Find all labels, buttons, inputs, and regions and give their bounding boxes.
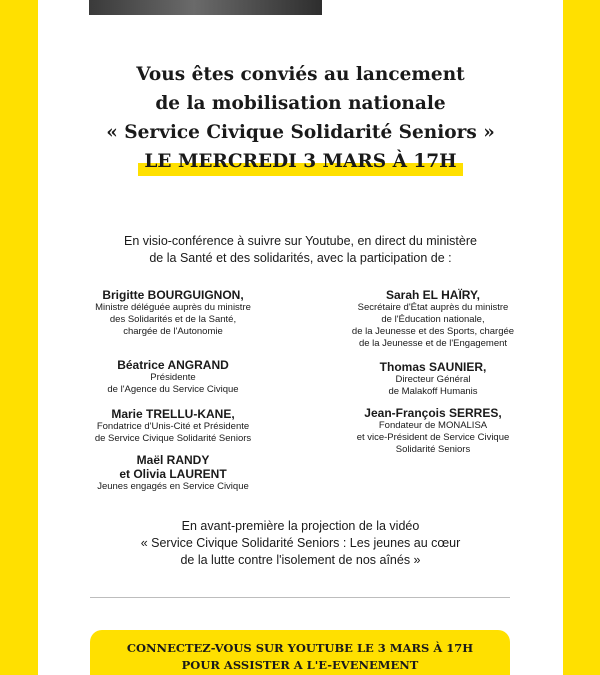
speaker-role: de l'Agence du Service Civique — [107, 384, 239, 395]
speaker-name: Maël RANDY — [136, 453, 210, 467]
speaker-role: de la Jeunesse et des Sports, chargée — [351, 326, 515, 337]
invitation-title — [38, 60, 563, 176]
header-photo — [89, 0, 322, 15]
speaker-name: Sarah EL HAÏRY, — [385, 288, 481, 302]
speaker-name: Thomas SAUNIER, — [379, 360, 487, 374]
intro-line: de la Santé et des solidarités, avec la participation de : — [149, 251, 452, 265]
speaker-role: de l'Éducation nationale, — [381, 314, 485, 325]
invitation-card — [38, 0, 563, 675]
speaker-role: Ministre déléguée auprès du ministre — [95, 302, 251, 313]
title-line: Vous êtes conviés au lancement — [136, 64, 465, 85]
speaker-randy-laurent — [58, 453, 288, 493]
video-preview-text — [38, 518, 563, 569]
speaker-name: Jean-François SERRES, — [364, 406, 502, 420]
speaker-trellu-kane — [58, 407, 288, 445]
divider — [90, 597, 510, 598]
preview-line: En avant-première la projection de la vidéo — [181, 519, 420, 533]
speaker-role: Présidente — [150, 372, 196, 383]
speaker-role: chargée de l'Autonomie — [123, 326, 223, 337]
speaker-role: de Service Civique Solidarité Seniors — [94, 433, 252, 444]
speaker-role: Fondateur de MONALISA — [378, 420, 488, 431]
speaker-role: de Malakoff Humanis — [388, 386, 478, 397]
speaker-name: Marie TRELLU-KANE, — [111, 407, 235, 421]
speaker-bourguignon — [58, 288, 288, 338]
speaker-role: Directeur Général — [395, 374, 471, 385]
speaker-role: Jeunes engagés en Service Civique — [97, 481, 249, 492]
intro-text — [38, 233, 563, 267]
speaker-role: des Solidarités et de la Santé, — [109, 314, 237, 325]
speaker-role: Fondatrice d'Unis-Cité et Présidente — [96, 421, 250, 432]
preview-line: « Service Civique Solidarité Seniors : Les jeunes au cœur — [140, 536, 461, 550]
speaker-role: Solidarité Seniors — [395, 444, 471, 455]
cta-line: CONNECTEZ-VOUS SUR YOUTUBE LE 3 MARS À 17H — [126, 641, 474, 655]
title-line: « Service Civique Solidarité Seniors » — [106, 122, 495, 143]
cta-line: POUR ASSISTER A L'E-EVENEMENT — [181, 658, 419, 672]
speaker-name: et Olivia LAURENT — [119, 467, 227, 481]
youtube-cta-button[interactable] — [90, 630, 510, 675]
title-line: de la mobilisation nationale — [155, 93, 446, 114]
preview-line: de la lutte contre l'isolement de nos aînés » — [180, 553, 421, 567]
speaker-serres — [318, 406, 548, 456]
speaker-name: Brigitte BOURGUIGNON, — [102, 288, 244, 302]
speaker-saunier — [318, 360, 548, 398]
speaker-role: Secrétaire d'État auprès du ministre — [357, 302, 509, 313]
speaker-angrand — [58, 358, 288, 396]
speaker-role: de la Jeunesse et de l'Engagement — [358, 338, 508, 349]
intro-line: En visio-conférence à suivre sur Youtube, en direct du ministère — [124, 234, 477, 248]
speaker-name: Béatrice ANGRAND — [117, 358, 229, 372]
speaker-role: et vice-Président de Service Civique — [356, 432, 510, 443]
event-date: LE MERCREDI 3 MARS À 17H — [138, 147, 462, 176]
speaker-el-hairy — [318, 288, 548, 350]
